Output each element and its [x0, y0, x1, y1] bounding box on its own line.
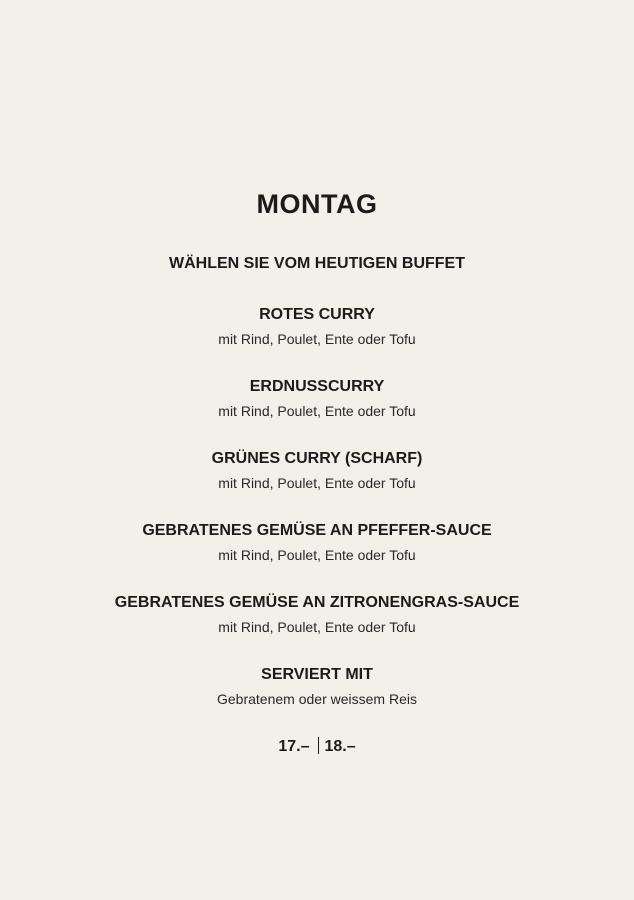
dish-name: GRÜNES CURRY (SCHARF) [211, 450, 423, 467]
dish-name: ERDNUSSCURRY [249, 378, 385, 395]
served-with-title: SERVIERT MIT [261, 666, 373, 683]
dish-description: mit Rind, Poulet, Ente oder Tofu [218, 619, 416, 635]
list-item [0, 375, 634, 447]
dish-list [0, 303, 634, 663]
dish-name: GEBRATENES GEMÜSE AN ZITRONENGRAS-SAUCE [114, 594, 520, 611]
dish-description: mit Rind, Poulet, Ente oder Tofu [218, 475, 416, 491]
served-with-section [0, 663, 634, 735]
dish-description: mit Rind, Poulet, Ente oder Tofu [218, 331, 416, 347]
price-line [0, 735, 634, 759]
list-item [0, 303, 634, 375]
list-item [0, 591, 634, 663]
list-item [0, 447, 634, 519]
dish-name: ROTES CURRY [259, 306, 375, 323]
price-large: 18.– [324, 738, 356, 755]
price-separator [318, 737, 319, 754]
dish-name: GEBRATENES GEMÜSE AN PFEFFER-SAUCE [142, 522, 492, 539]
dish-description: mit Rind, Poulet, Ente oder Tofu [218, 403, 416, 419]
served-with-description: Gebratenem oder weissem Reis [217, 691, 417, 707]
list-item [0, 519, 634, 591]
page-title: MONTAG [256, 189, 378, 219]
dish-description: mit Rind, Poulet, Ente oder Tofu [218, 547, 416, 563]
menu-subtitle: WÄHLEN SIE VOM HEUTIGEN BUFFET [169, 255, 465, 272]
price-small: 17.– [278, 738, 310, 755]
